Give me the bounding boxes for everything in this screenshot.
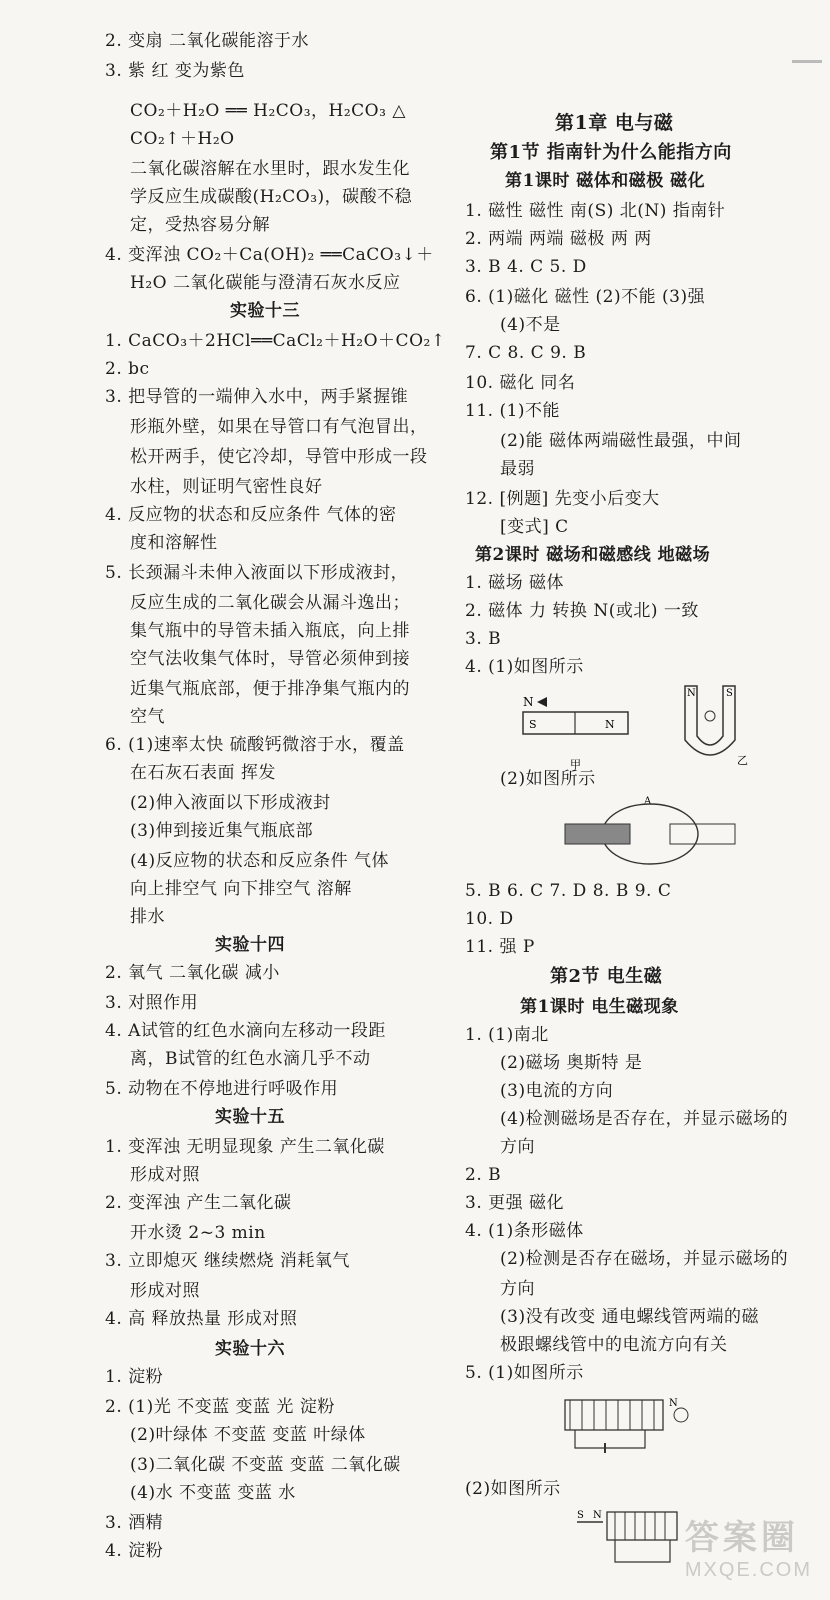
watermark-title: 答案圈 bbox=[684, 1519, 799, 1557]
answer-line: 2. 变浑浊 产生二氧化碳 bbox=[105, 1193, 292, 1213]
answer-line: 3. 对照作用 bbox=[105, 993, 199, 1013]
answer-line: 度和溶解性 bbox=[130, 533, 218, 553]
answer-line: 1. CaCO₃＋2HCl══CaCl₂＋H₂O＋CO₂↑ bbox=[105, 331, 446, 351]
answer-line: 4. (1)如图所示 bbox=[465, 657, 584, 677]
answer-line: (4)不是 bbox=[500, 315, 561, 335]
answer-line: 2. (1)光 不变蓝 变蓝 光 淀粉 bbox=[105, 1397, 335, 1417]
solenoid bbox=[565, 1400, 663, 1430]
answer-line: 反应生成的二氧化碳会从漏斗逸出； bbox=[130, 593, 410, 613]
answer-line: 2. 变扇 二氧化碳能溶于水 bbox=[105, 31, 310, 51]
answer-line: 3. 把导管的一端伸入水中，两手紧握锥 bbox=[105, 387, 409, 407]
answer-line: (4)检测磁场是否存在，并显示磁场的 bbox=[500, 1109, 789, 1129]
answer-line: 3. 紫 红 变为紫色 bbox=[105, 61, 245, 81]
answer-line: (3)伸到接近集气瓶底部 bbox=[130, 821, 314, 841]
answer-line: 1. (1)南北 bbox=[465, 1025, 549, 1045]
answer-line: 2. 氧气 二氧化碳 减小 bbox=[105, 963, 280, 983]
answer-line: 2. bc bbox=[105, 359, 150, 379]
magnet-field-figure bbox=[560, 792, 740, 872]
answer-line: 形瓶外壁，如果在导管口有气泡冒出， bbox=[130, 417, 428, 437]
section-heading: 实验十五 bbox=[215, 1107, 285, 1127]
answer-line: (2)磁场 奥斯特 是 bbox=[500, 1053, 643, 1073]
label-n: N bbox=[593, 1510, 602, 1521]
answer-line: 最弱 bbox=[500, 459, 535, 479]
compass-needle-icon bbox=[537, 697, 547, 707]
label-n: N bbox=[605, 718, 615, 731]
label-jia: 甲 bbox=[570, 758, 581, 770]
answer-line: 11. (1)不能 bbox=[465, 401, 561, 421]
bar-magnet-dark bbox=[565, 824, 630, 844]
compass-icon bbox=[705, 711, 715, 721]
answer-line: 离，B试管的红色水滴几乎不动 bbox=[130, 1049, 371, 1069]
answer-line: 定，受热容易分解 bbox=[130, 215, 270, 235]
answer-line: 3. B bbox=[465, 629, 502, 649]
label-yi: 乙 bbox=[737, 754, 748, 767]
answer-line: 7. C 8. C 9. B bbox=[465, 343, 587, 363]
answer-line: (4)水 不变蓝 变蓝 水 bbox=[130, 1483, 296, 1503]
label-n: N bbox=[523, 695, 534, 709]
answer-line: 极跟螺线管中的电流方向有关 bbox=[500, 1335, 728, 1355]
answer-line: 4. A试管的红色水滴向左移动一段距 bbox=[105, 1021, 386, 1041]
answer-line: 3. 更强 磁化 bbox=[465, 1193, 565, 1213]
answer-line: 在石灰石表面 挥发 bbox=[130, 763, 276, 783]
answer-line: 学反应生成碳酸(H₂CO₃)，碳酸不稳 bbox=[130, 187, 413, 207]
answer-line: 1. 磁性 磁性 南(S) 北(N) 指南针 bbox=[465, 201, 726, 221]
answer-line: 3. B 4. C 5. D bbox=[465, 257, 587, 277]
section-heading: 第1节 指南针为什么能指方向 bbox=[490, 142, 732, 163]
answer-line: (2)叶绿体 不变蓝 变蓝 叶绿体 bbox=[130, 1425, 366, 1445]
answer-line: (2)如图所示 bbox=[465, 1479, 561, 1499]
answer-line: (3)没有改变 通电螺线管两端的磁 bbox=[500, 1307, 759, 1327]
answer-line: (2)伸入液面以下形成液封 bbox=[130, 793, 331, 813]
answer-line: 松开两手，使它冷却，导管中形成一段 bbox=[130, 447, 428, 467]
answer-line: 空气 bbox=[130, 707, 165, 727]
answer-line: 4. 淀粉 bbox=[105, 1541, 164, 1561]
answer-line: 方向 bbox=[500, 1137, 535, 1157]
answer-line: 向上排空气 向下排空气 溶解 bbox=[130, 879, 352, 899]
answer-line: 4. 高 释放热量 形成对照 bbox=[105, 1309, 298, 1329]
answer-line: 4. 反应物的状态和反应条件 气体的密 bbox=[105, 505, 397, 525]
answer-line: 5. B 6. C 7. D 8. B 9. C bbox=[465, 881, 672, 901]
answer-line: 4. 变浑浊 CO₂＋Ca(OH)₂ ══CaCO₃↓＋ bbox=[105, 245, 434, 265]
answer-line: 1. 磁场 磁体 bbox=[465, 573, 565, 593]
answer-line: 12. [例题] 先变小后变大 bbox=[465, 489, 660, 509]
answer-line: 11. 强 P bbox=[465, 937, 535, 957]
label-n: N bbox=[687, 688, 696, 699]
answer-line: (3)二氧化碳 不变蓝 变蓝 二氧化碳 bbox=[130, 1455, 401, 1475]
solenoid bbox=[607, 1512, 677, 1540]
lesson-heading: 第2课时 磁场和磁感线 地磁场 bbox=[475, 545, 711, 565]
answer-line: 2. B bbox=[465, 1165, 502, 1185]
answer-line: (3)电流的方向 bbox=[500, 1081, 614, 1101]
answer-line: 10. D bbox=[465, 909, 514, 929]
answer-line: 近集气瓶底部，便于排净集气瓶内的 bbox=[130, 679, 410, 699]
watermark bbox=[685, 1510, 812, 1582]
answer-line: 2. 磁体 力 转换 N(或北) 一致 bbox=[465, 601, 699, 621]
answer-line: (4)反应物的状态和反应条件 气体 bbox=[130, 851, 389, 871]
answer-line: 5. 长颈漏斗未伸入液面以下形成液封， bbox=[105, 563, 409, 583]
answer-line: 5. 动物在不停地进行呼吸作用 bbox=[105, 1079, 339, 1099]
section-heading: 实验十四 bbox=[215, 935, 285, 955]
lesson-heading: 第1课时 磁体和磁极 磁化 bbox=[505, 171, 706, 191]
answer-line: 方向 bbox=[500, 1279, 535, 1299]
answer-line: H₂O 二氧化碳能与澄清石灰水反应 bbox=[130, 273, 401, 293]
chapter-heading: 第1章 电与磁 bbox=[555, 112, 674, 134]
answer-line: 5. (1)如图所示 bbox=[465, 1363, 584, 1383]
section-heading: 实验十六 bbox=[215, 1339, 285, 1359]
answer-line: 集气瓶中的导管未插入瓶底，向上排 bbox=[130, 621, 410, 641]
label-a: A bbox=[644, 796, 652, 807]
answer-line: 10. 磁化 同名 bbox=[465, 373, 576, 393]
answer-line: 空气法收集气体时，导管必须伸到接 bbox=[130, 649, 410, 669]
answer-line: 1. 变浑浊 无明显现象 产生二氧化碳 bbox=[105, 1137, 385, 1157]
answer-line: 1. 淀粉 bbox=[105, 1367, 164, 1387]
bar-magnet-light bbox=[670, 824, 735, 844]
label-s: S bbox=[577, 1510, 584, 1521]
answer-line: 形成对照 bbox=[130, 1165, 200, 1185]
answer-line: 二氧化碳溶解在水里时，跟水发生化 bbox=[130, 159, 410, 179]
circuit-wire bbox=[575, 1430, 645, 1448]
page-edge-mark bbox=[792, 60, 822, 63]
answer-line: 开水烫 2~3 min bbox=[130, 1223, 266, 1243]
answer-line: 排水 bbox=[130, 907, 165, 927]
equation-line: CO₂＋H₂O ══ H₂CO₃，H₂CO₃ △ bbox=[130, 101, 406, 121]
circuit-wire bbox=[615, 1540, 670, 1562]
label-s: S bbox=[726, 688, 733, 699]
watermark-url: MXQE.COM bbox=[684, 1559, 812, 1581]
answer-line: 3. 酒精 bbox=[105, 1513, 164, 1533]
label-s: S bbox=[529, 718, 537, 731]
answer-line: (2)能 磁体两端磁性最强，中间 bbox=[500, 431, 742, 451]
answer-line: 水柱，则证明气密性良好 bbox=[130, 477, 323, 497]
answer-line: 6. (1)速率太快 硫酸钙微溶于水，覆盖 bbox=[105, 735, 405, 755]
solenoid-figure-1 bbox=[555, 1388, 705, 1458]
lesson-heading: 第1课时 电生磁现象 bbox=[520, 997, 679, 1017]
answer-line: [变式] C bbox=[500, 517, 569, 537]
answer-line: 6. (1)磁化 磁性 (2)不能 (3)强 bbox=[465, 287, 706, 307]
answer-line: (2)如图所示 bbox=[500, 769, 596, 789]
compass-icon bbox=[674, 1408, 688, 1422]
magnet-figure-jia-yi bbox=[515, 680, 765, 770]
equation-line: CO₂↑＋H₂O bbox=[130, 129, 235, 149]
answer-line: 4. (1)条形磁体 bbox=[465, 1221, 584, 1241]
answer-line: 3. 立即熄灭 继续燃烧 消耗氧气 bbox=[105, 1251, 350, 1271]
answer-line: 2. 两端 两端 磁极 两 两 bbox=[465, 229, 652, 249]
section-heading: 实验十三 bbox=[230, 301, 300, 321]
section-heading: 第2节 电生磁 bbox=[550, 966, 663, 987]
answer-line: 形成对照 bbox=[130, 1281, 200, 1301]
label-n: N bbox=[669, 1398, 678, 1409]
answer-line: (2)检测是否存在磁场，并显示磁场的 bbox=[500, 1249, 789, 1269]
